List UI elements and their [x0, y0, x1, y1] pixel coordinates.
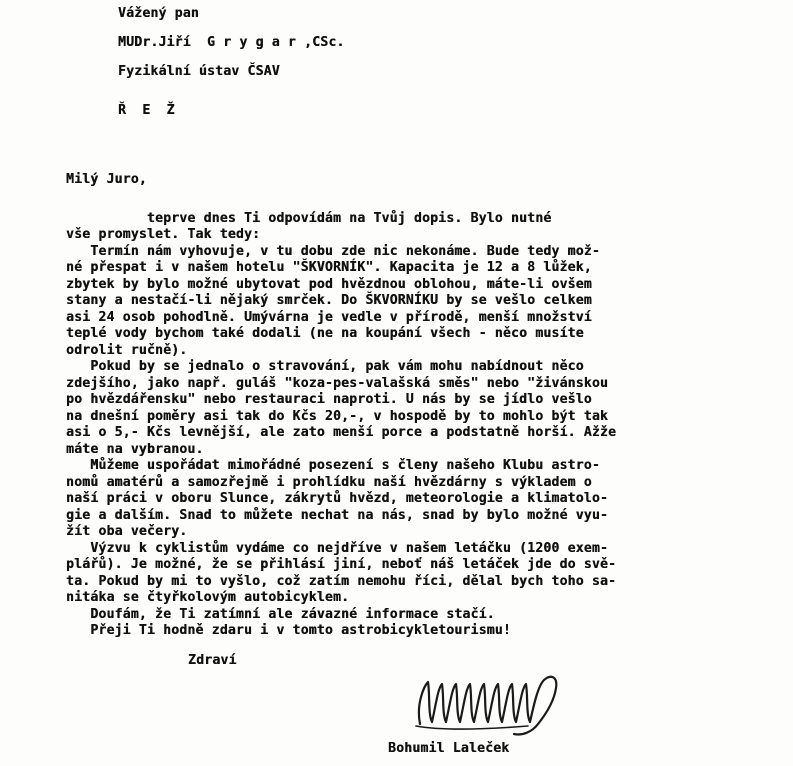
body-line: nomů amatérů a samozřejmě i prohlídku naší hvězdárny s výkladem o — [66, 475, 592, 490]
body-line: zbytek by bylo možné ubytovat pod hvězdnou oblohou, máte-li ovšem — [66, 277, 592, 292]
body-line: ta. Pokud by mi to vyšlo, což zatím nemohu říci, dělal bych toho sa- — [66, 574, 617, 589]
body-line: Můžeme uspořádat mimořádné posezení s členy našeho Klubu astro- — [66, 458, 600, 473]
body-line: teprve dnes Ti odpovídám na Tvůj dopis. Bylo nutné — [66, 211, 552, 226]
body-line: na dnešní poměry asi tak do Kčs 20,-, v hospodě by to mohlo být tak — [66, 409, 608, 424]
closing: Zdraví — [188, 653, 237, 668]
body-line: asi 24 osob pohodlně. Umývárna je vedle v přírodě, menší množství — [66, 310, 592, 325]
address-line-2: MUDr.Jiří G r y g a r ,CSc. — [118, 35, 345, 50]
body-line: Termín nám vyhovuje, v tu dobu zde nic nekonáme. Bude tedy mož- — [66, 244, 600, 259]
body-line: nitáka se čtyřkolovým autobicyklem. — [66, 590, 350, 605]
body-line: Přeji Ti hodně zdaru i v tomto astrobicykletourismu! — [66, 623, 511, 638]
address-line-3: Fyzikální ústav ČSAV — [118, 64, 280, 79]
body-line: Pokud by se jednalo o stravování, pak vám mohu nabídnout něco — [66, 359, 584, 374]
body-line: asi o 5,- Kčs levnější, ale zato menší porce a podstatně horší. Ažže — [66, 425, 617, 440]
address-line-1: Vážený pan — [118, 6, 199, 21]
salutation: Milý Juro, — [66, 172, 147, 187]
signature-name: Bohumil Laleček — [388, 741, 510, 756]
body-line: teplé vody bychom také dodali (ne na koupání všech - něco musíte — [66, 326, 584, 341]
address-line-4: Ř E Ž — [118, 103, 175, 118]
handwritten-signature — [398, 664, 588, 744]
body-line: vše promyslet. Tak tedy: — [66, 227, 261, 242]
body-line: plářů). Je možné, že se přihlásí jiní, neboť náš letáček jde do svě- — [66, 557, 617, 572]
body-line: odrolit ručně). — [66, 343, 188, 358]
body-line: naší práci v oboru Slunce, zákrytů hvězd, meteorologie a klimatolo- — [66, 491, 608, 506]
body-line: Doufám, že Ti zatímní ale závazné informace stačí. — [66, 607, 495, 622]
body-line: gie a dalším. Snad to můžete nechat na nás, snad by bylo možné vyu- — [66, 508, 608, 523]
body-line: Výzvu k cyklistům vydáme co nejdříve v našem letáčku (1200 exem- — [66, 541, 608, 556]
body-line: žít oba večery. — [66, 524, 188, 539]
body-line: po hvězdářensku" nebo restauraci naproti. U nás by se jídlo vešlo — [66, 392, 592, 407]
body-line: stany a nestačí-li nějaký smrček. Do ŠKVORNÍKU by se vešlo celkem — [66, 293, 592, 308]
body-line: zdejšího, jako např. guláš "koza-pes-valašská směs" nebo "živánskou — [66, 376, 608, 391]
body-line: né přespat i v našem hotelu "ŠKVORNÍK". Kapacita je 12 a 8 lůžek, — [66, 260, 592, 275]
body-line: máte na vybranou. — [66, 442, 204, 457]
